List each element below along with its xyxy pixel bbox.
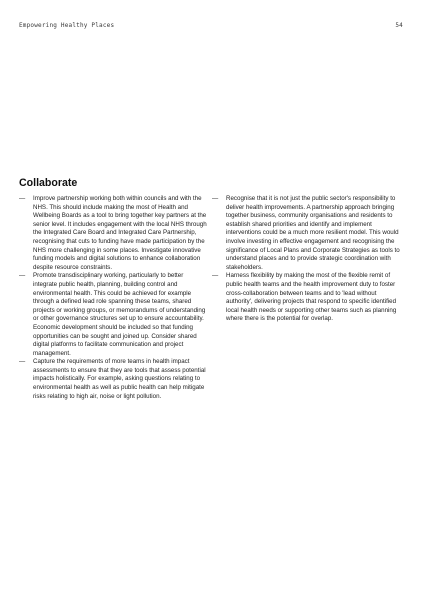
list-item-text: Recognise that it is not just the public sector's responsibility to deliver health improvements. A partnership approach bringing together business, community organisations and residents to establish shared priorities and identify and implement interventions could be a much more resilient model. This would involve investing in effective engagement and recognising the significance of Local Plans and Corporate Strategies as tools to understand places and to provide strategic coordination with stakeholders.: [226, 195, 400, 271]
right-column: [212, 195, 400, 324]
list-item: [19, 195, 207, 272]
list-item: [212, 195, 400, 272]
section-title: Collaborate: [19, 177, 78, 189]
list-item-text: Improve partnership working both within councils and with the NHS. This should include making the most of Health and Wellbeing Boards as a tool to bring together key partners at the senior level. It includes engagement with the local NHS through the Integrated Care Board and Integrated Care Partnership, recognising that cuts to funding have made participation by the NHS more challenging in some places. Investigate innovative funding models and digital solutions to enhance collaboration despite resource constraints.: [33, 195, 207, 271]
page-header: [19, 22, 403, 29]
bullet-dash: —: [19, 195, 26, 202]
bullet-dash: —: [19, 358, 26, 366]
bullet-dash: —: [212, 195, 219, 202]
bullet-dash: —: [19, 272, 26, 280]
list-item: [19, 358, 207, 401]
bullet-dash: —: [212, 272, 219, 280]
list-item-text: Harness flexibility by making the most of the flexible remit of public health teams and the health improvement duty to foster cross-collaboration between teams and to 'lead without authority', delivering projects that respond to specific identified local health needs or supporting other teams such as planning where there is the potential for overlap.: [226, 272, 397, 323]
list-item: [212, 272, 400, 324]
list-item-text: Capture the requirements of more teams in health impact assessments to ensure that they are tools that assess potential impacts holistically. For example, asking questions relating to environmental health as well as public health can help mitigate risks relating to high air, noise or light pollution.: [33, 358, 206, 400]
left-column: [19, 195, 207, 401]
list-item-text: Promote transdisciplinary working, particularly to better integrate public health, planning, building control and environmental health. This could be achieved for example through a defined lead role spanning these teams, shared projects or working groups, or memorandums of understanding or other governance structures set up to ensure accountability. Economic development should be included so that funding opportunities can be sought and joined up. Consider shared digital platforms to facilitate communication and project management.: [33, 272, 206, 357]
list-item: [19, 272, 207, 358]
document-title: Empowering Healthy Places: [19, 22, 115, 29]
page-number: 54: [395, 22, 403, 29]
